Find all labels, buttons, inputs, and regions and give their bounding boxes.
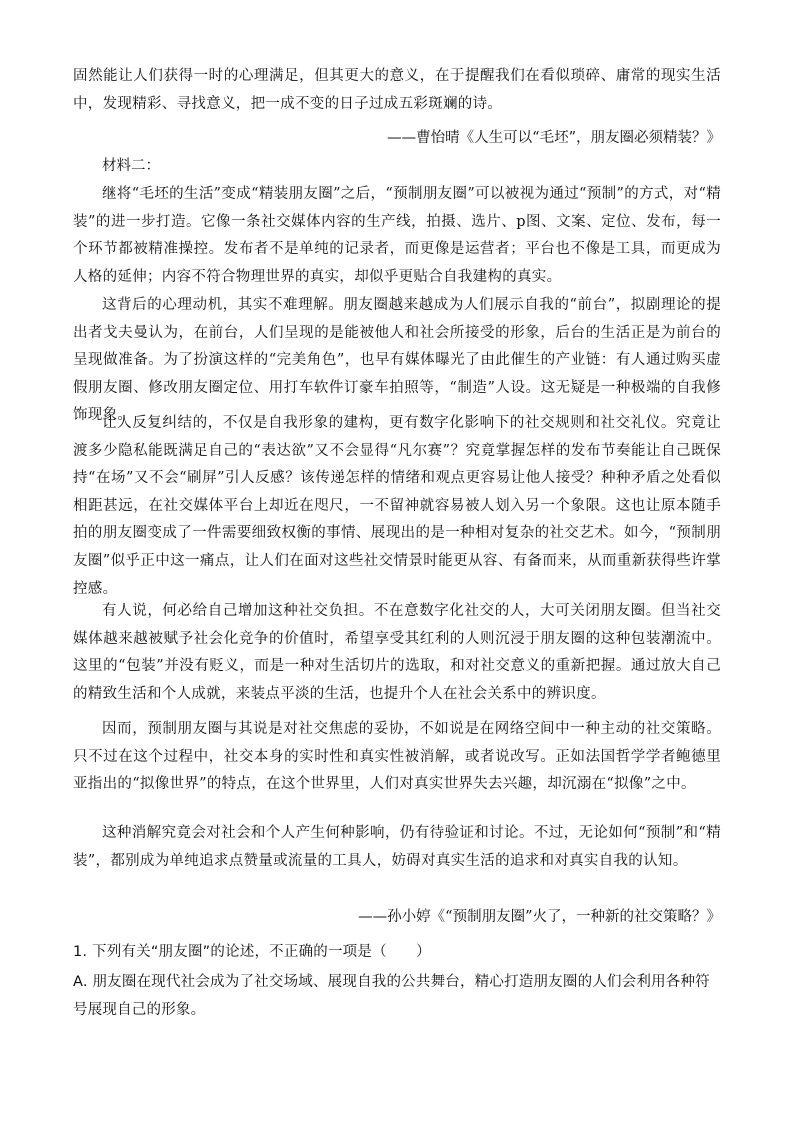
paragraph-5: 因而，预制朋友圈与其说是对社交焦虑的妥协，不如说是在网络空间中一种主动的社交策略。只不过在这个过程中，社交本身的实时性和真实性被消解，或者说改写。正如法国哲学学者鲍德里亚指出的“拟像世界”的特点，在这个世界里，人们对真实世界失去兴趣，却沉溺在“拟像”之中。 xyxy=(73,721,721,793)
material-label: 材料二： xyxy=(102,158,160,174)
source-citation-2: ——孙小婷《“预制朋友圈”火了，一种新的社交策略？》 xyxy=(358,909,721,925)
paragraph-1: 继将“毛坯的生活”变成“精装朋友圈”之后，“预制朋友圈”可以被视为通过“预制”的方式，对“精装”的进一步打造。它像一条社交媒体内容的生产线，拍摄、选片、p图、文案、定位、发布，每一个环节都被精准操控。发布者不是单纯的记录者，而更像是运营者；平台也不像是工具，而更成为人格的延伸；内容不符合物理世界的真实，却似乎更贴合自我建构的真实。 xyxy=(73,186,721,285)
question-1: 1. 下列有关“朋友圈”的论述，不正确的一项是（ ） xyxy=(73,944,431,960)
source-citation-1: ——曹怡晴《人生可以“毛坯”，朋友圈必须精装？》 xyxy=(387,130,721,146)
paragraph-6: 这种消解究竟会对社会和个人产生何种影响，仍有待验证和讨论。不过，无论如何“预制”和“精装”，都别成为单纯追求点赞量或流量的工具人，妨碍对真实生活的追求和对真实自我的认知。 xyxy=(73,825,721,869)
paragraph-4: 有人说，何必给自己增加这种社交负担。不在意数字化社交的人，大可关闭朋友圈。但当社交媒体越来越被赋予社会化竞争的价值时，希望享受其红利的人则沉浸于朋友圈的这种包装潮流中。这里的“包装”并没有贬义，而是一种对生活切片的选取，和对社交意义的重新把握。通过放大自己的精致生活和个人成就，来装点平淡的生活，也提升个人在社会关系中的辨识度。 xyxy=(73,603,721,702)
paragraph-3: 让人反复纠结的，不仅是自我形象的建构，更有数字化影响下的社交规则和社交礼仪。究竟让渡多少隐私能既满足自己的“表达欲”又不会显得“凡尔赛”？究竟掌握怎样的发布节奏能让自己既保持“在场”又不会“刷屏”引人反感？该传递怎样的情绪和观点更容易让他人接受？种种矛盾之处看似相距甚远，在社交媒体平台上却近在咫尺，一不留神就容易被人划入另一个象限。这也让原本随手拍的朋友圈变成了一件需要细致权衡的事情、展现出的是一种相对复杂的社交艺术。如今，“预制朋友圈”似乎正中这一痛点，让人们在面对这些社交情景时能更从容、有备而来，从而重新获得些许掌控感。 xyxy=(73,415,721,597)
intro-paragraph: 固然能让人们获得一时的心理满足，但其更大的意义，在于提醒我们在看似琐碎、庸常的现实生活中，发现精彩、寻找意义，把一成不变的日子过成五彩斑斓的诗。 xyxy=(73,68,721,112)
option-a: A. 朋友圈在现代社会成为了社交场域、展现自我的公共舞台，精心打造朋友圈的人们会利用各种符号展现自己的形象。 xyxy=(73,974,710,1018)
paragraph-2: 这背后的心理动机，其实不难理解。朋友圈越来越成为人们展示自我的“前台”，拟剧理论的提出者戈夫曼认为，在前台，人们呈现的是能被他人和社会所接受的形象，后台的生活正是为前台的呈现做准备。为了扮演这样的“完美角色”，也早有媒体曝光了由此催生的产业链：有人通过购买虚假朋友圈、修改朋友圈定位、用打车软件订豪车拍照等，“制造”人设。这无疑是一种极端的自我修饰现象。 xyxy=(73,297,721,424)
